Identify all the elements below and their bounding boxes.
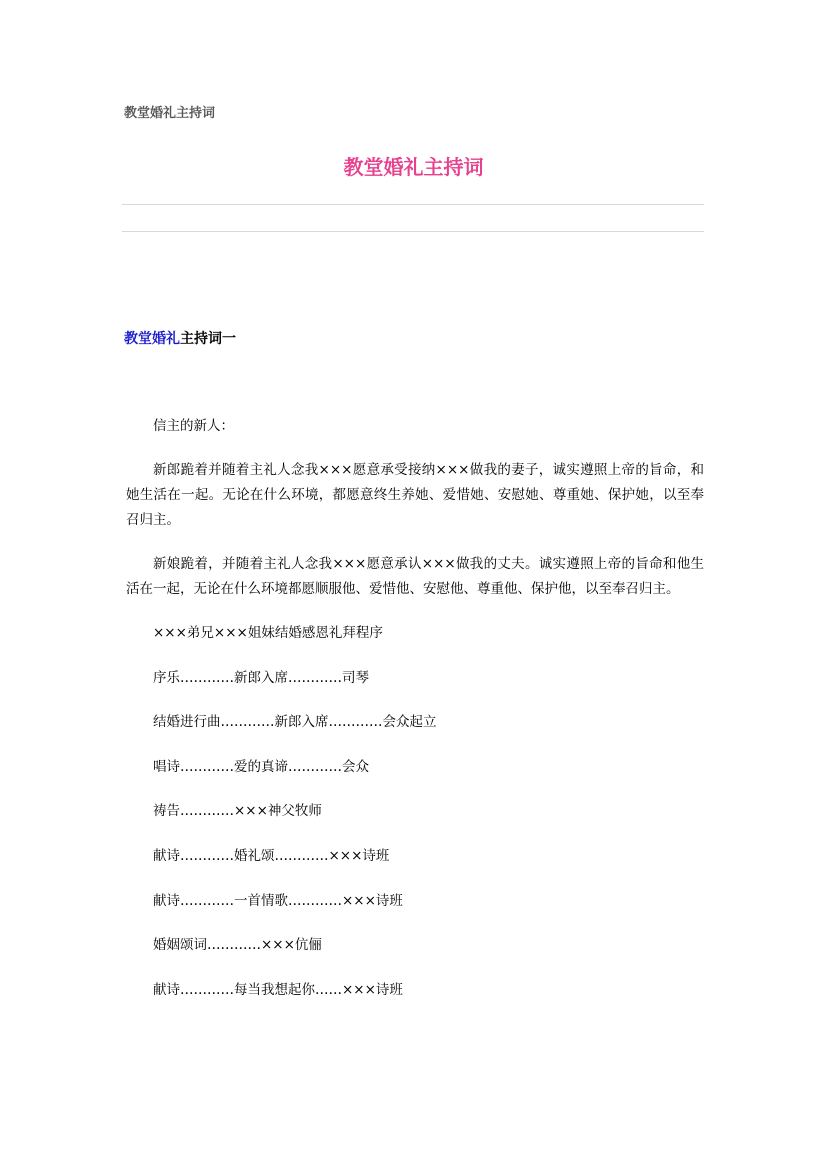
program-item: 婚姻颂词…………×××伉俪 <box>153 937 322 954</box>
program-item: 祷告…………×××神父牧师 <box>153 803 322 820</box>
page-title: 教堂婚礼主持词 <box>343 155 484 179</box>
program-item: 献诗…………婚礼颂…………×××诗班 <box>153 847 390 864</box>
bride-vow-paragraph: 新娘跪着，并随着主礼人念我×××愿意承认×××做我的丈夫。诚实遵照上帝的旨命和他生活在一起，无论在什么环境都愿顺服他、爱惜他、安慰他、尊重他、保护他，以至奉召归主。 <box>126 556 704 597</box>
program-item: 献诗…………每当我想起你……×××诗班 <box>153 981 403 998</box>
document-header-label: 教堂婚礼主持词 <box>124 106 216 121</box>
greeting-paragraph: 信主的新人： <box>153 418 234 434</box>
program-item: 序乐…………新郎入席…………司琴 <box>153 669 369 686</box>
program-title: ×××弟兄×××姐妹结婚感恩礼拜程序 <box>153 625 383 641</box>
program-item: 献诗…………一首情歌…………×××诗班 <box>153 892 403 909</box>
divider-bottom <box>122 231 704 232</box>
program-item: 唱诗…………爱的真谛…………会众 <box>153 758 369 775</box>
document-body <box>126 414 704 1022</box>
program-item: 结婚进行曲…………新郎入席…………会众起立 <box>153 714 437 731</box>
divider-top <box>122 204 704 205</box>
section-heading-link[interactable]: 教堂婚礼 <box>124 331 180 347</box>
groom-vow-paragraph: 新郎跪着并随着主礼人念我×××愿意承受接纳×××做我的妻子，诚实遵照上帝的旨命，和她生活在一起。无论在什么环境，都愿意终生养她、爱惜她、安慰她、尊重她、保护她，以至奉召归主。 <box>126 462 704 528</box>
section-heading <box>124 328 236 348</box>
section-heading-text: 主持词一 <box>180 331 236 347</box>
